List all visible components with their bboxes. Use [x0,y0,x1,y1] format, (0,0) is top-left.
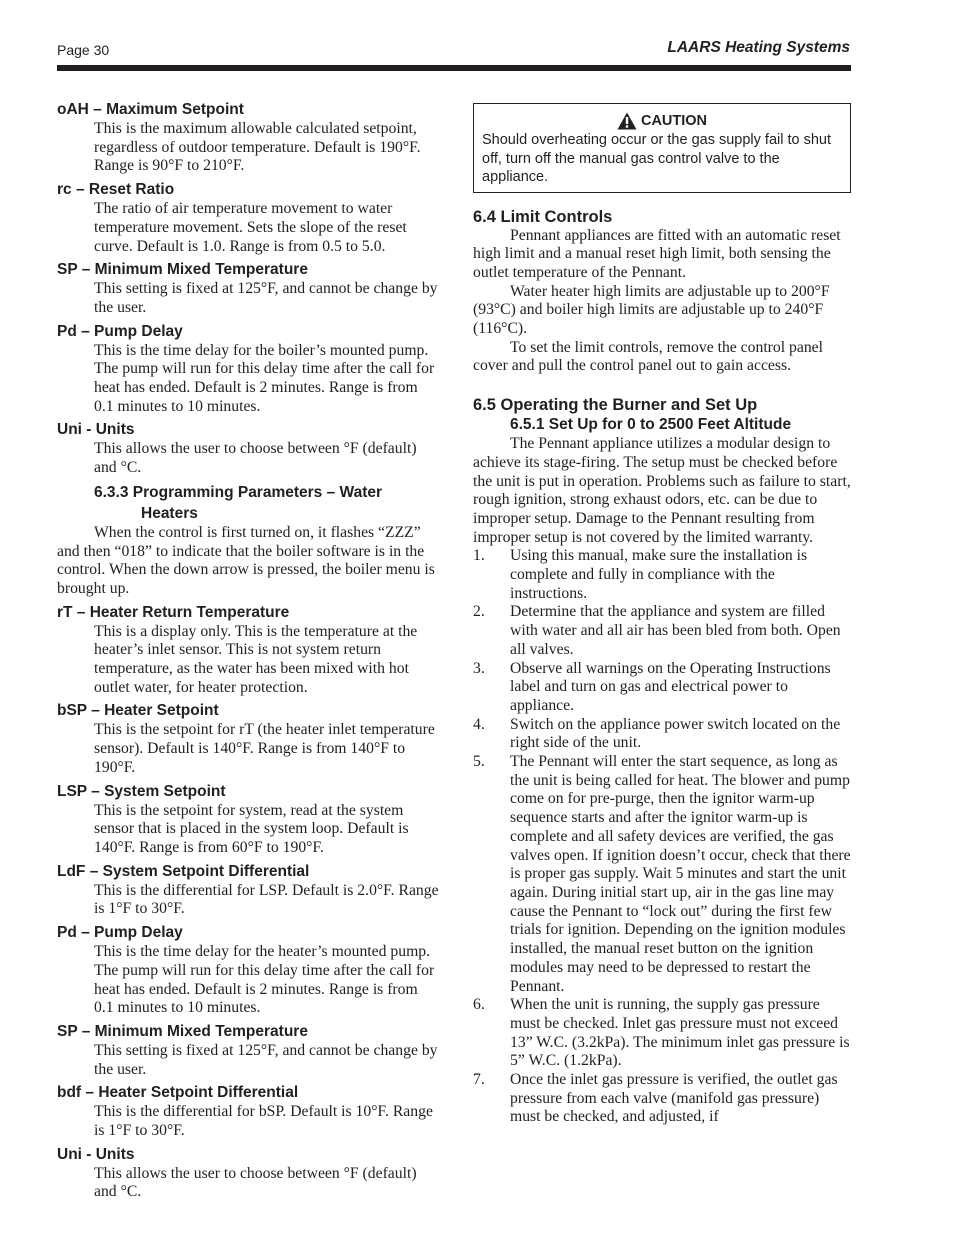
list-item [473,753,851,996]
param-title: bSP – Heater Setpoint [57,702,219,720]
step-number: 7. [473,1071,485,1089]
param-rc [57,180,439,256]
param-title: Uni - Units [57,421,135,439]
param-text: This is the differential for bSP. Default is 10°F. Range is 1°F to 30°F. [94,1103,433,1140]
param-title: SP – Minimum Mixed Temperature [57,261,308,279]
step-text: Determine that the appliance and system are filled with water and all air has been bled from both. Open all valves. [510,603,841,658]
list-item [473,996,851,1071]
page-number: Page 30 [57,42,110,58]
step-text: Switch on the appliance power switch located on the right side of the unit. [510,715,841,752]
param-title: LSP – System Setpoint [57,782,226,800]
param-lsp [57,782,439,858]
step-number: 1. [473,547,485,565]
caution-text: Should overheating occur or the gas supply fail to shut off, turn off the manual gas control valve to the appliance. [482,132,832,185]
param-sp [57,260,439,317]
left-column [57,100,439,1206]
list-item [473,1071,851,1127]
step-number: 5. [473,753,485,771]
section-64-paragraph: To set the limit controls, remove the control panel cover and pull the control panel out to gain access. [473,338,824,375]
step-text: Using this manual, make sure the installation is complete and fully in compliance with the instructions. [510,547,808,602]
step-text: The Pennant will enter the start sequence, as long as the unit is being called for heat. The blower and pump come on for pre-purge, then the ignitor warm-up sequence starts and after the ignitor warm-up is complete and all safety devices are verified, the gas valves open. If ignition doesn’t occur, check that there is proper gas supply. Wait 5 minutes and start the unit again. During initial start up, air in the gas line may cause the Pennant to “lock out” during the first few trials for ignition. Depending on the ignition modules installed, the manual reset button on the ignition modules may need to be depressed to restart the Pennant. [510,753,851,995]
section-633-title-line1: 6.3.3 Programming Parameters – Water [94,483,383,501]
param-text: This is the time delay for the heater’s mounted pump. The pump will run for this delay time after the call for heat has ended. Default is 2 minutes. Range is from 0.1 minutes to 10 minutes. [94,943,435,1017]
section-65-title: 6.5 Operating the Burner and Set Up [473,396,758,415]
param-bsp [57,701,439,777]
param-sp-2 [57,1022,439,1079]
param-text: This is the setpoint for system, read at the system sensor that is placed in the system loop. Default is 140°F. Range is from 60°F to 190°F. [94,801,409,856]
param-text: This allows the user to choose between °F (default) and °C. [94,1164,417,1201]
param-text: This allows the user to choose between °F (default) and °C. [94,440,417,477]
caution-box [473,103,851,193]
list-item [473,603,851,659]
param-bdf [57,1083,439,1140]
step-text: Observe all warnings on the Operating Instructions label and turn on gas and electrical power to appliance. [510,659,831,714]
param-text: This is a display only. This is the temperature at the heater’s inlet sensor. This is not system return temperature, as the water has been mixed with hot outlet water, for heater protection. [94,622,418,696]
param-title: LdF – System Setpoint Differential [57,862,310,880]
list-item [473,716,851,753]
setup-steps-list [473,547,851,1127]
step-text: Once the inlet gas pressure is verified, the outlet gas pressure from each valve (manifold gas pressure) must be checked, and adjusted, if [510,1071,838,1126]
param-rt [57,603,439,698]
param-uni-2 [57,1145,439,1202]
param-title: bdf – Heater Setpoint Differential [57,1084,299,1102]
param-title: SP – Minimum Mixed Temperature [57,1022,308,1040]
param-text: This setting is fixed at 125°F, and cannot be change by the user. [94,1041,438,1078]
param-title: Uni - Units [57,1145,135,1163]
step-number: 2. [473,603,485,621]
section-64-paragraph: Pennant appliances are fitted with an automatic reset high limit and a manual reset high limit, both sensing the outlet temperature of the Pennant. [473,226,841,281]
section-651-intro: The Pennant appliance utilizes a modular design to achieve its stage-firing. The setup must be checked before the unit is put in operation. Problems such as failure to start, rough ignition, strong exhaust odors, etc. can be due to improper setup. Damage to the Pennant resulting from improper setup is not covered by the limited warranty. [473,435,851,546]
caution-heading [482,111,842,131]
section-651-title: 6.5.1 Set Up for 0 to 2500 Feet Altitude [510,416,792,434]
brand-name: LAARS Heating Systems [667,39,850,56]
param-text: This is the time delay for the boiler’s mounted pump. The pump will run for this delay time after the call for heat has ended. Default is 2 minutes. Range is from 0.1 minutes to 10 minutes. [94,341,435,415]
section-633-title-line2: Heaters [141,504,198,522]
param-pd [57,322,439,417]
section-64-title: 6.4 Limit Controls [473,207,613,226]
param-title: Pd – Pump Delay [57,924,183,942]
param-text: This setting is fixed at 125°F, and cannot be change by the user. [94,280,438,316]
list-item [473,660,851,716]
param-oah [57,100,439,176]
right-column [473,103,851,1127]
section-64-paragraph: Water heater high limits are adjustable up to 200°F (93°C) and boiler high limits are adjustable up to 240°F (116°C). [473,282,830,338]
param-title: oAH – Maximum Setpoint [57,101,244,118]
param-ldf [57,862,439,919]
param-uni [57,420,439,477]
param-text: The ratio of air temperature movement to water temperature movement. Sets the slope of the reset curve. Default is 1.0. Range is from 0.5 to 5.0. [94,200,407,255]
param-text: This is the differential for LSP. Default is 2.0°F. Range is 1°F to 30°F. [94,881,439,918]
param-text: This is the setpoint for rT (the heater inlet temperature sensor). Default is 140°F. Range is from 140°F to 190°F. [94,721,435,776]
param-title: Pd – Pump Delay [57,322,183,340]
step-number: 6. [473,996,485,1014]
section-633-text: When the control is first turned on, it flashes “ZZZ” and then “018” to indicate that the boiler software is in the control. When the down arrow is pressed, the boiler menu is brought up. [57,523,435,597]
param-pd-2 [57,923,439,1018]
step-text: When the unit is running, the supply gas pressure must be checked. Inlet gas pressure must not exceed 13” W.C. (3.2kPa). The minimum inlet gas pressure is 5” W.C. (1.2kPa). [510,996,850,1070]
param-text: This is the maximum allowable calculated setpoint, regardless of outdoor temperature. Default is 190°F. Range is 90°F to 210°F. [94,120,421,175]
caution-title: CAUTION [640,113,708,129]
header-rule [57,65,851,71]
warning-triangle-icon [617,112,637,130]
list-item [473,547,851,603]
param-title: rT – Heater Return Temperature [57,603,290,621]
param-title: rc – Reset Ratio [57,181,175,199]
step-number: 3. [473,659,485,677]
step-number: 4. [473,715,485,733]
section-633-heading [94,482,439,524]
